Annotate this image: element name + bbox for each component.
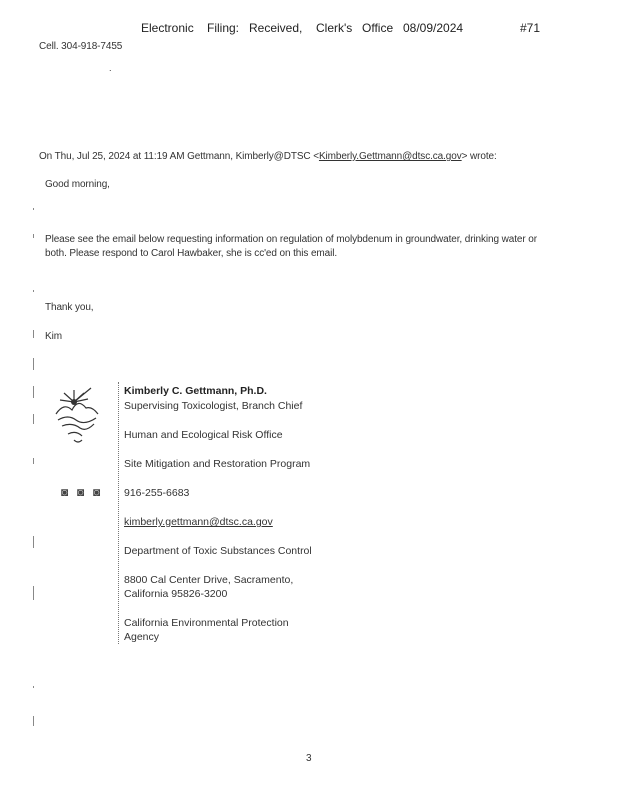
margin-mark [33, 414, 34, 424]
email-intro-address[interactable]: Kimberly.Gettmann@dtsc.ca.gov [318, 151, 462, 162]
margin-mark [33, 330, 34, 338]
header-docket-number: #71 [520, 21, 541, 35]
page-number: 3 [306, 753, 312, 764]
email-intro-prefix: On Thu, Jul 25, 2024 at 11:19 AM Gettmann, Kimberly@DTSC < [39, 151, 319, 162]
margin-mark [33, 716, 34, 726]
body-line-1: Please see the email below requesting information on regulation of molybdenum in groundwater, drinking water or [45, 234, 537, 245]
header-electronic: Electronic [141, 21, 194, 35]
margin-mark [33, 234, 34, 238]
signature-phone: 916-255-6683 [124, 487, 190, 499]
margin-mark [33, 686, 34, 688]
facebook-icon[interactable]: ◙ [77, 485, 85, 499]
signature-department: Department of Toxic Substances Control [124, 545, 312, 557]
header-date: 08/09/2024 [403, 21, 464, 35]
signature-email-link[interactable]: kimberly.gettmann@dtsc.ca.gov [124, 516, 273, 528]
signature-title: Supervising Toxicologist, Branch Chief [124, 400, 303, 412]
margin-mark [33, 586, 34, 600]
signature-name: Kimberly C. Gettmann, Ph.D. [124, 385, 267, 397]
dtsc-logo-icon [44, 384, 106, 448]
signature-office: Human and Ecological Risk Office [124, 429, 283, 441]
header-clerks: Clerk's [316, 21, 353, 35]
cell-phone-line: Cell. 304-918-7455 [39, 41, 123, 52]
margin-mark [33, 536, 34, 548]
twitter-icon[interactable]: ◙ [93, 485, 101, 499]
body-line-2: both. Please respond to Carol Hawbaker, she is cc'ed on this email. [45, 248, 338, 259]
header-received: Received, [249, 21, 303, 35]
email-intro-suffix: > wrote: [461, 151, 497, 162]
signature-divider [118, 382, 119, 644]
greeting: Good morning, [45, 179, 110, 190]
margin-mark [33, 358, 34, 370]
header-filing: Filing: [207, 21, 240, 35]
signature-agency-line-2: Agency [124, 631, 160, 643]
margin-mark [33, 290, 34, 292]
signature-address-line-1: 8800 Cal Center Drive, Sacramento, [124, 574, 294, 586]
signature-address-line-2: California 95826-3200 [124, 588, 228, 600]
margin-mark [33, 208, 34, 210]
margin-mark [33, 458, 34, 464]
instagram-icon[interactable]: ◙ [61, 485, 69, 499]
closing-thanks: Thank you, [45, 302, 94, 313]
signature-program: Site Mitigation and Restoration Program [124, 458, 311, 470]
closing-name: Kim [45, 331, 62, 342]
margin-mark [33, 386, 34, 398]
stray-mark: . [109, 63, 112, 73]
email-intro [39, 151, 497, 162]
signature-agency-line-1: California Environmental Protection [124, 617, 289, 629]
header-office: Office [362, 21, 394, 35]
